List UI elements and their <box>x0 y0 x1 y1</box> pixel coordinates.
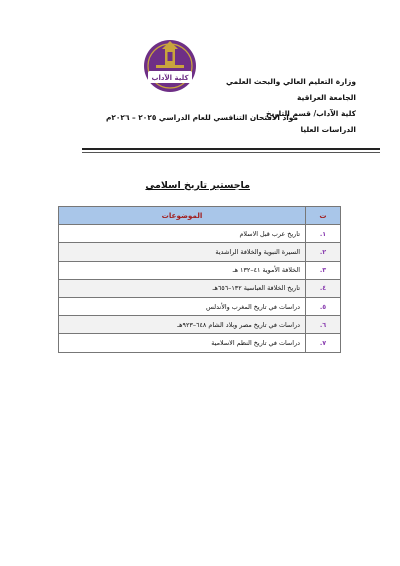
row-number: ٣. <box>306 261 341 279</box>
table-row <box>59 225 341 243</box>
row-subject: دراسات في تاريخ المغرب والأندلس <box>59 297 306 315</box>
header-divider <box>82 148 380 150</box>
row-number: ١. <box>306 225 341 243</box>
exam-title: مواد الامتحان التنافسي للعام الدراسي ٢٠٢٥ – ٢٠٢٦م <box>105 113 299 122</box>
row-number: ٧. <box>306 334 341 352</box>
table-row <box>59 261 341 279</box>
university-name: الجامعة العراقية <box>296 93 356 102</box>
row-number: ٦. <box>306 316 341 334</box>
subjects-column-header: الموضوعات <box>59 207 306 225</box>
row-number: ٤. <box>306 279 341 297</box>
table-row <box>59 297 341 315</box>
ministry-name: وزارة التعليم العالي والبحث العلمي <box>225 77 356 86</box>
row-subject: السيرة النبوية والخلافة الراشدية <box>59 243 306 261</box>
row-number: ٢. <box>306 243 341 261</box>
header-divider-thin <box>82 152 380 153</box>
college-logo <box>142 38 198 94</box>
row-subject: تاريخ الخلافة العباسية ١٣٢–٦٥٦هـ <box>59 279 306 297</box>
row-subject: الخلافة الأموية ٤١–١٣٢ هـ <box>59 261 306 279</box>
table-row <box>59 243 341 261</box>
row-subject: تاريخ عرب قبل الاسلام <box>59 225 306 243</box>
logo-text: كلية الآداب <box>151 74 189 82</box>
postgraduate-studies: الدراسات العليا <box>300 125 356 134</box>
college-department: كلية الآداب/ قسم التاريخ <box>266 109 356 118</box>
table-row <box>59 279 341 297</box>
subjects-table <box>58 206 341 353</box>
institution-header <box>216 74 356 138</box>
row-subject: دراسات في تاريخ مصر وبلاد الشام ٦٤٨–٩٢٣هـ <box>59 316 306 334</box>
table-row <box>59 316 341 334</box>
table-row <box>59 334 341 352</box>
row-number: ٥. <box>306 297 341 315</box>
row-subject: دراسات في تاريخ النظم الاسلامية <box>59 334 306 352</box>
table-header-row <box>59 207 341 225</box>
section-title: ماجستير تاريخ اسلامي <box>145 180 250 191</box>
number-column-header: ت <box>306 207 341 225</box>
